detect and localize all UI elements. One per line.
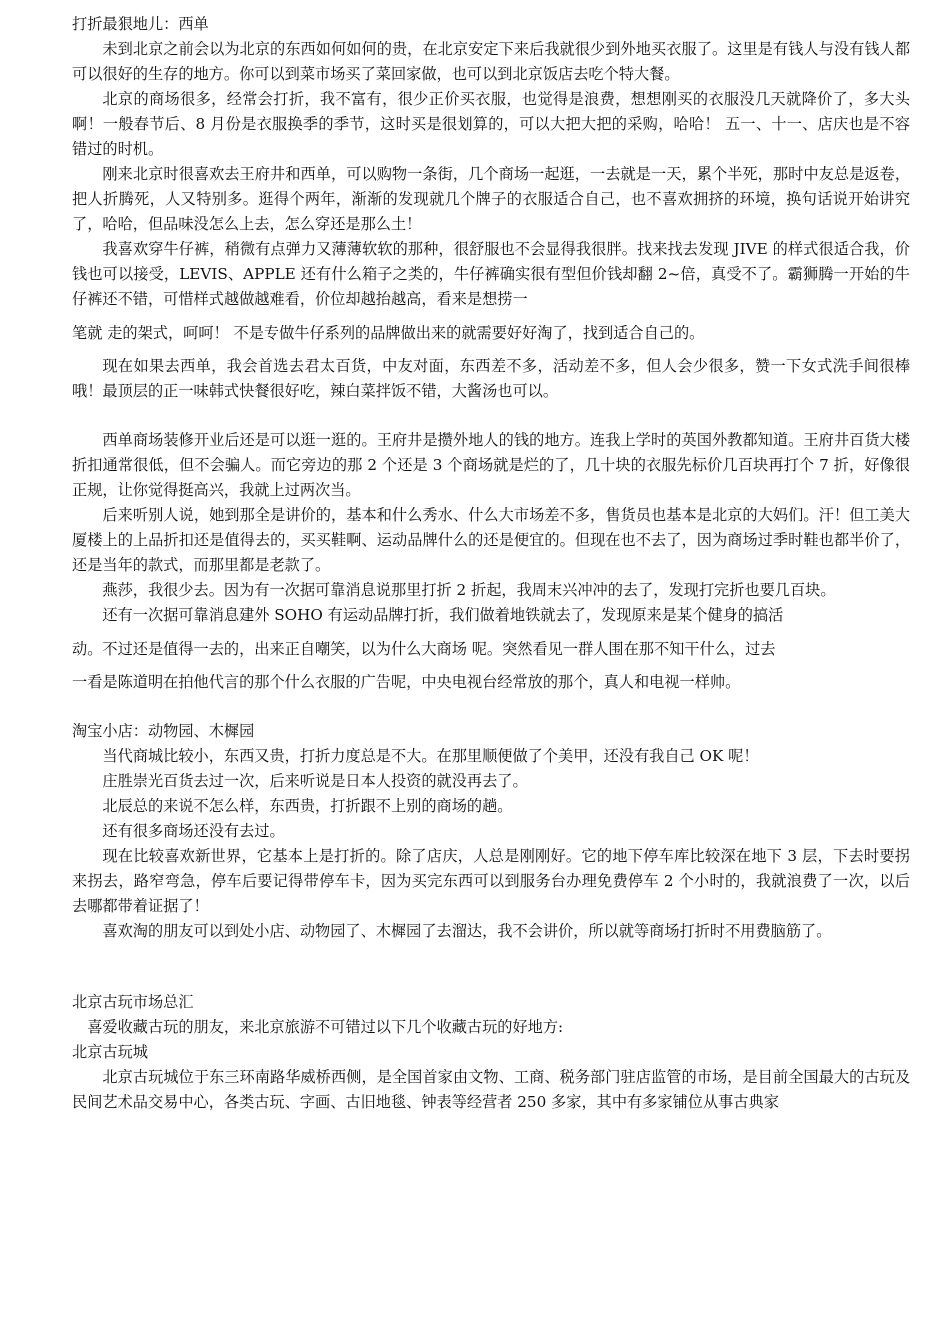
paragraph: 还有一次据可靠消息建外 SOHO 有运动品牌打折，我们做着地铁就去了，发现原来是某个健身的搞活	[102, 606, 784, 624]
paragraph: 庄胜崇光百货去过一次，后来听说是日本人投资的就没再去了。	[102, 772, 528, 790]
document-page	[72, 12, 910, 1115]
paragraph: 当代商城比较小，东西又贵，打折力度总是不大。在那里顺便做了个美甲，还没有我自己 OK 呢！	[102, 747, 759, 765]
subsection-title: 北京古玩城	[72, 1043, 148, 1061]
section-title-antiques: 北京古玩市场总汇	[72, 993, 194, 1011]
paragraph: 现在比较喜欢新世界，它基本上是打折的。除了店庆，人总是刚刚好。它的地下停车库比较深在地下 3 层，下去时要拐来拐去，路窄弯急，停车后要记得带停车卡，因为买完东西可以到服务台办理免费停车 2 个小时的，我就浪费了一次，以后去哪都带着证据了！	[72, 847, 910, 915]
paragraph: 还有很多商场还没有去过。	[102, 822, 285, 840]
paragraph: 现在如果去西单，我会首选去君太百货，中友对面，东西差不多，活动差不多，但人会少很多，赞一下女式洗手间很棒哦！最顶层的正一味韩式快餐很好吃，辣白菜拌饭不错，大酱汤也可以。	[72, 357, 910, 400]
paragraph: 喜欢淘的朋友可以到处小店、动物园了、木樨园了去溜达，我不会讲价，所以就等商场打折时不用费脑筋了。	[102, 922, 832, 940]
paragraph-continuation: 动。不过还是值得一去的，出来正自嘲笑，以为什么大商场 呢。突然看见一群人围在那不知干什么，过去	[72, 640, 776, 658]
paragraph-continuation: 一看是陈道明在拍他代言的那个什么衣服的广告呢，中央电视台经常放的那个，真人和电视一样帅。	[72, 673, 741, 691]
paragraph: 刚来北京时很喜欢去王府井和西单，可以购物一条街，几个商场一起逛，一去就是一天，累个半死，那时中友总是返卷，把人折腾死，人又特别多。逛得个两年，渐渐的发现就几个牌子的衣服适合自己，也不喜欢拥挤的环境，换句话说开始讲究了，哈哈，但品味没怎么上去，怎么穿还是那么土！	[72, 165, 910, 233]
intro-paragraph: 喜爱收藏古玩的朋友，来北京旅游不可错过以下几个收藏古玩的好地方:	[87, 1018, 564, 1036]
paragraph: 北京古玩城位于东三环南路华威桥西侧，是全国首家由文物、工商、税务部门驻店监管的市场，是目前全国最大的古玩及民间艺术品交易中心，各类古玩、字画、古旧地毯、钟表等经营者 250 多家，其中有多家铺位从事古典家	[72, 1068, 910, 1111]
paragraph: 后来听别人说，她到那全是讲价的，基本和什么秀水、什么大市场差不多，售货员也基本是北京的大妈们。汗！但工美大厦楼上的上品折扣还是值得去的，买买鞋啊、运动品牌什么的还是便宜的。但现在也不去了，因为商场过季时鞋也都半价了，还是当年的款式，而那里都是老款了。	[72, 506, 910, 574]
paragraph: 西单商场装修开业后还是可以逛一逛的。王府井是攒外地人的钱的地方。连我上学时的英国外教都知道。王府井百货大楼折扣通常很低，但不会骗人。而它旁边的那 2 个还是 3 个商场就是烂的了，几十块的衣服先标价几百块再打个 7 折，好像很正规，让你觉得挺高兴，我就上过两次当。	[72, 431, 910, 499]
paragraph: 北京的商场很多，经常会打折，我不富有，很少正价买衣服，也觉得是浪费，想想刚买的衣服没几天就降价了，多大头啊！一般春节后、8 月份是衣服换季的季节，这时买是很划算的，可以大把大把的采购，哈哈！ 五一、十一、店庆也是不容错过的时机。	[72, 90, 910, 158]
section-title-taobao: 淘宝小店：动物园、木樨园	[72, 722, 255, 740]
paragraph-continuation: 笔就 走的架式，呵呵！ 不是专做牛仔系列的品牌做出来的就需要好好淘了，找到适合自己的。	[72, 324, 705, 342]
paragraph: 北辰总的来说不怎么样，东西贵，打折跟不上别的商场的趟。	[102, 797, 513, 815]
paragraph: 燕莎，我很少去。因为有一次据可靠消息说那里打折 2 折起，我周末兴冲冲的去了，发现打完折也要几百块。	[102, 581, 836, 599]
paragraph: 未到北京之前会以为北京的东西如何如何的贵，在北京安定下来后我就很少到外地买衣服了。这里是有钱人与没有钱人都可以很好的生存的地方。你可以到菜市场买了菜回家做，也可以到北京饭店去吃个特大餐。	[72, 40, 910, 83]
section-title-xidan: 打折最狠地儿：西单	[72, 15, 209, 33]
paragraph: 我喜欢穿牛仔裤，稍微有点弹力又薄薄软软的那种，很舒服也不会显得我很胖。找来找去发现 JIVE 的样式很适合我，价钱也可以接受，LEVIS、APPLE 还有什么箱子之类的，牛仔裤确实很有型但价钱却翻 2~倍，真受不了。霸狮腾一开始的牛仔裤还不错，可惜样式越做越难看，价位却越抬越高，看来是想捞一	[72, 240, 910, 308]
